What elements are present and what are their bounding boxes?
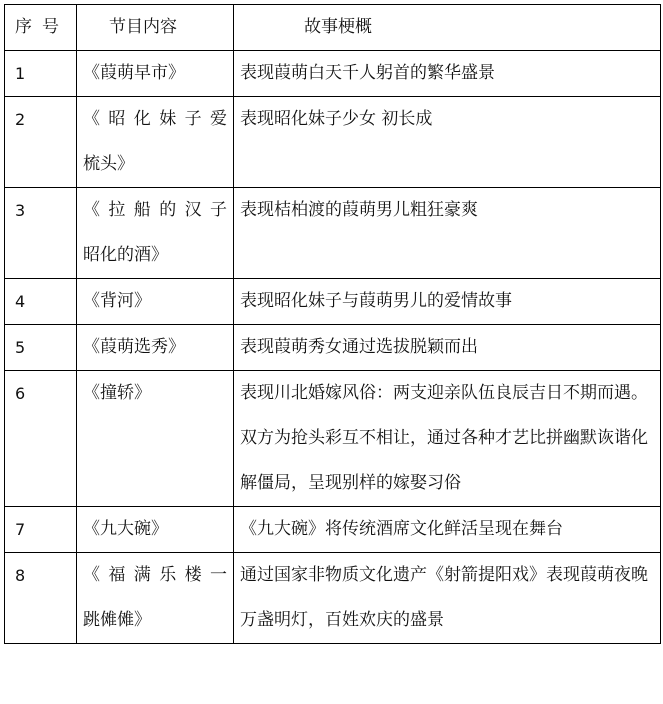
row-name <box>77 371 234 507</box>
row-desc: 表现葭萌白天千人躬首的繁华盛景 <box>234 51 661 97</box>
header-row <box>5 5 661 51</box>
row-name-line1: 《背河》 <box>83 291 151 311</box>
table-row <box>5 188 661 279</box>
row-desc: 表现昭化妹子与葭萌男儿的爱情故事 <box>234 279 661 325</box>
row-seq: 6 <box>5 371 77 507</box>
row-name-line2: 跳傩傩》 <box>83 610 151 630</box>
row-desc: 表现昭化妹子少女 初长成 <box>234 97 661 188</box>
row-seq: 2 <box>5 97 77 188</box>
table-row <box>5 97 661 188</box>
table-row <box>5 279 661 325</box>
row-desc: 通过国家非物质文化遗产《射箭提阳戏》表现葭萌夜晚万盏明灯，百姓欢庆的盛景 <box>234 553 661 644</box>
row-desc: 表现葭萌秀女通过选拔脱颖而出 <box>234 325 661 371</box>
row-name <box>77 507 234 553</box>
header-name: 节目内容 <box>77 5 234 51</box>
table-row <box>5 553 661 644</box>
row-name <box>77 51 234 97</box>
row-name <box>77 188 234 279</box>
row-seq: 7 <box>5 507 77 553</box>
row-name-line1: 《撞轿》 <box>83 383 151 403</box>
row-name <box>77 553 234 644</box>
row-name-line1: 《九大碗》 <box>83 519 168 539</box>
row-seq: 3 <box>5 188 77 279</box>
row-name-line1: 《葭萌早市》 <box>83 63 185 83</box>
row-name <box>77 97 234 188</box>
row-name-line2: 梳头》 <box>83 154 134 174</box>
table-row <box>5 51 661 97</box>
row-seq: 4 <box>5 279 77 325</box>
row-desc: 《九大碗》将传统酒席文化鲜活呈现在舞台 <box>234 507 661 553</box>
row-name-line1: 《昭化妹子爱 <box>83 109 227 129</box>
table-row <box>5 325 661 371</box>
row-desc: 表现川北婚嫁风俗：两支迎亲队伍良辰吉日不期而遇。双方为抢头彩互不相让，通过各种才艺比拼幽默诙谐化解僵局，呈现别样的嫁娶习俗 <box>234 371 661 507</box>
row-seq: 8 <box>5 553 77 644</box>
header-seq: 序号 <box>5 5 77 51</box>
row-name-line2: 昭化的酒》 <box>83 245 168 265</box>
row-name-line1: 《福满乐楼一 <box>83 565 227 585</box>
row-name-line1: 《拉船的汉子 <box>83 200 227 220</box>
row-desc: 表现桔柏渡的葭萌男儿粗狂豪爽 <box>234 188 661 279</box>
table-row <box>5 371 661 507</box>
row-name <box>77 325 234 371</box>
row-name-line1: 《葭萌选秀》 <box>83 337 185 357</box>
header-desc: 故事梗概 <box>234 5 661 51</box>
program-table <box>4 4 661 644</box>
row-seq: 5 <box>5 325 77 371</box>
row-seq: 1 <box>5 51 77 97</box>
table-row <box>5 507 661 553</box>
row-name <box>77 279 234 325</box>
